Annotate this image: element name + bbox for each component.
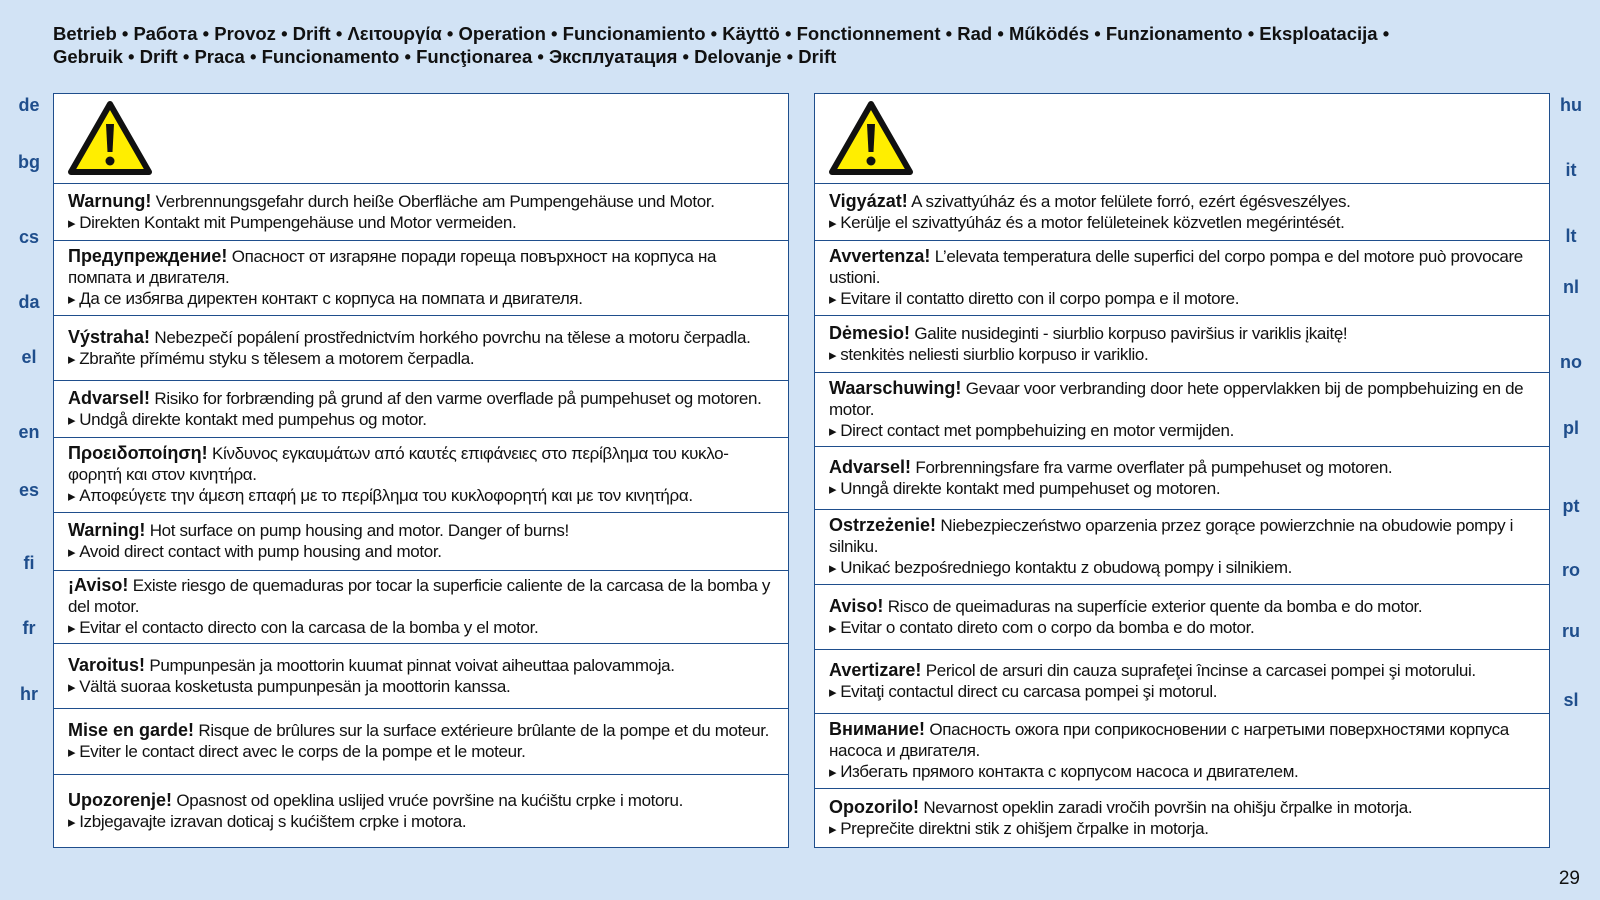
warning-label: Dėmesio! bbox=[829, 322, 911, 343]
page-number: 29 bbox=[1558, 868, 1580, 889]
action-instruction: Direkten Kontakt mit Pumpengehäuse und Motor vermeiden. bbox=[79, 212, 517, 232]
warning-description: Opasnost od opeklina uslijed vruće površine na kućištu crpke i motoru. bbox=[172, 790, 683, 810]
action-line bbox=[829, 420, 1535, 442]
action-line bbox=[829, 557, 1535, 579]
action-line bbox=[68, 409, 774, 431]
warning-description: Niebezpieczeństwo oparzenia przez gorące powierzchnie na obudowie pompy i silniku. bbox=[829, 516, 1514, 556]
language-code-ro: ro bbox=[1562, 560, 1580, 580]
warning-description: Pumpunpesän ja moottorin kuumat pinnat voivat aiheuttaa palovammoja. bbox=[145, 655, 675, 675]
language-code-hr: hr bbox=[20, 684, 38, 704]
warning-row-nl bbox=[815, 373, 1549, 447]
warning-description: Опасност от изгаряне поради гореща повърхност на корпуса на помпата и двигателя. bbox=[68, 247, 717, 287]
warning-description: Hot surface on pump housing and motor. Danger of burns! bbox=[145, 521, 569, 540]
language-code-hu: hu bbox=[1560, 95, 1582, 115]
language-code-pl: pl bbox=[1563, 418, 1579, 438]
warning-text bbox=[68, 443, 774, 485]
warning-text bbox=[829, 457, 1535, 478]
icon-row-left bbox=[54, 94, 788, 184]
warning-label: Внимание! bbox=[829, 719, 925, 739]
warning-row-fi bbox=[54, 644, 788, 709]
action-instruction: Zbraňte přímému styku s tělesem a motorem čerpadla. bbox=[79, 348, 475, 368]
language-code-da: da bbox=[18, 292, 40, 312]
warning-text bbox=[829, 515, 1535, 557]
action-instruction: Kerülje el szivattyúház és a motor felületeinek közvetlen megérintését. bbox=[840, 212, 1345, 232]
warning-row-bg bbox=[54, 241, 788, 316]
language-code-cs: cs bbox=[18, 227, 40, 247]
action-line bbox=[829, 761, 1535, 783]
language-code-en: en bbox=[18, 422, 40, 442]
warning-description: Опасность ожога при соприкосновении с нагретыми поверхностями корпуса насоса и двигателя. bbox=[829, 720, 1509, 760]
action-line bbox=[68, 617, 774, 639]
language-code-no: no bbox=[1560, 352, 1582, 372]
warning-row-en bbox=[54, 513, 788, 571]
language-code-sl: sl bbox=[1563, 690, 1579, 710]
warning-label: Avertizare! bbox=[829, 660, 922, 680]
action-instruction: Evitaţi contactul direct cu carcasa pompei şi motorul. bbox=[840, 682, 1218, 701]
warning-description: Pericol de arsuri din cauza suprafeţei încinse a carcasei pompei şi motorului. bbox=[921, 661, 1476, 680]
warning-description: Forbrenningsfare fra varme overflater på pumpehuset og motoren. bbox=[911, 457, 1393, 477]
action-line bbox=[829, 617, 1535, 639]
action-instruction: Direct contact met pompbehuizing en motor vermijden. bbox=[840, 420, 1234, 440]
action-line bbox=[829, 818, 1535, 840]
warning-text bbox=[829, 246, 1535, 288]
warning-description: L’elevata temperatura delle superfici del corpo pompa e del motore può provocare ustioni. bbox=[829, 247, 1523, 287]
action-line bbox=[829, 344, 1535, 366]
action-instruction: Избегать прямого контакта с корпусом насоса и двигателем. bbox=[840, 762, 1299, 781]
warning-text bbox=[829, 797, 1535, 818]
warning-text bbox=[68, 246, 774, 288]
language-code-de: de bbox=[18, 95, 40, 115]
icon-row-right bbox=[815, 94, 1549, 184]
warning-panel-left bbox=[53, 93, 789, 848]
action-instruction: Evitar o contato direto com o corpo da bomba e do motor. bbox=[840, 617, 1255, 637]
action-instruction: Unikać bezpośredniego kontaktu z obudową pompy i silnikiem. bbox=[840, 558, 1293, 577]
warning-row-pl bbox=[815, 510, 1549, 585]
warning-panel-right bbox=[814, 93, 1550, 848]
warning-label: Предупреждение! bbox=[68, 246, 228, 266]
page-header bbox=[53, 22, 1553, 68]
action-instruction: Evitar el contacto directo con la carcasa de la bomba y el motor. bbox=[79, 618, 539, 637]
action-line bbox=[68, 212, 774, 234]
language-code-el: el bbox=[21, 347, 37, 367]
warning-label: Aviso! bbox=[829, 595, 884, 616]
action-instruction: Αποφεύγετε την άμεση επαφή με το περίβλημα του κυκλοφορητή και με τον κινητήρα. bbox=[79, 486, 693, 505]
action-instruction: Eviter le contact direct avec le corps de la pompe et le moteur. bbox=[79, 742, 526, 761]
action-line bbox=[68, 676, 774, 698]
warning-row-fr bbox=[54, 709, 788, 775]
warning-text bbox=[68, 388, 774, 409]
warning-description: A szivattyúház és a motor felülete forró, ezért égésveszélyes. bbox=[907, 191, 1351, 211]
language-code-bg: bg bbox=[18, 152, 40, 172]
action-instruction: Izbjegavajte izravan doticaj s kućištem crpke i motora. bbox=[79, 811, 467, 831]
language-code-pt: pt bbox=[1562, 496, 1580, 516]
warning-row-el bbox=[54, 438, 788, 513]
warning-label: Advarsel! bbox=[829, 456, 912, 477]
warning-row-de bbox=[54, 184, 788, 241]
warning-row-it bbox=[815, 241, 1549, 316]
action-instruction: Да се избягва директен контакт с корпуса на помпата и двигателя. bbox=[79, 289, 583, 308]
warning-label: Výstraha! bbox=[68, 326, 151, 347]
warning-description: Nevarnost opeklin zaradi vročih površin na ohišju črpalke in motorja. bbox=[918, 797, 1413, 817]
header-line-1: Betrieb • Работа • Provoz • Drift • Λειτουργία • Operation • Funcionamiento • Käyttö • Fonctionnement • Rad • Működés • Funzionamento • Eksploatacija • bbox=[53, 23, 1390, 44]
warning-description: Risque de brûlures sur la surface extérieure brûlante de la pompe et du moteur. bbox=[194, 721, 769, 740]
warning-row-pt bbox=[815, 585, 1549, 650]
language-code-nl: nl bbox=[1563, 277, 1579, 297]
warning-text bbox=[829, 191, 1535, 212]
action-instruction: Undgå direkte kontakt med pumpehus og motor. bbox=[79, 409, 427, 429]
language-code-lt: lt bbox=[1565, 226, 1577, 246]
language-code-ru: ru bbox=[1562, 621, 1580, 641]
action-line bbox=[68, 741, 774, 763]
warning-row-ro bbox=[815, 650, 1549, 714]
warning-text bbox=[68, 575, 774, 617]
warning-label: Waarschuwing! bbox=[829, 377, 962, 398]
warning-description: Existe riesgo de quemaduras por tocar la superficie caliente de la carcasa de la bomba y del motor. bbox=[68, 576, 771, 616]
language-code-fi: fi bbox=[23, 553, 35, 573]
warning-row-ru bbox=[815, 714, 1549, 789]
action-line bbox=[68, 811, 774, 833]
action-instruction: Vältä suoraa kosketusta pumpunpesän ja moottorin kanssa. bbox=[79, 676, 511, 696]
warning-text bbox=[829, 660, 1535, 681]
warning-text bbox=[68, 655, 774, 676]
warning-label: Warning! bbox=[68, 520, 146, 540]
warning-text bbox=[829, 719, 1535, 761]
warning-label: Avvertenza! bbox=[829, 246, 931, 266]
action-line bbox=[829, 212, 1535, 234]
warning-description: Risiko for forbrænding på grund af den varme overflade på pumpehuset og motoren. bbox=[150, 388, 762, 408]
warning-row-es bbox=[54, 571, 788, 644]
warning-row-no bbox=[815, 447, 1549, 510]
language-code-es: es bbox=[18, 480, 40, 500]
warning-label: Varoitus! bbox=[68, 654, 146, 675]
language-code-it: it bbox=[1565, 160, 1577, 180]
warning-triangle-icon bbox=[828, 100, 914, 176]
action-instruction: Evitare il contatto diretto con il corpo pompa e il motore. bbox=[840, 289, 1240, 308]
warning-description: Risco de queimaduras na superfície exterior quente da bomba e do motor. bbox=[883, 596, 1423, 616]
warning-label: Advarsel! bbox=[68, 387, 151, 408]
warning-text bbox=[829, 378, 1535, 420]
warning-text bbox=[68, 327, 774, 348]
warning-label: ¡Aviso! bbox=[68, 575, 129, 595]
warning-description: Κίνδυνος εγκαυμάτων από καυτές επιφάνειες στο περίβλημα του κυκλο-φορητή και στον κινητήρα. bbox=[68, 444, 729, 484]
warning-text bbox=[829, 596, 1535, 617]
warning-text bbox=[68, 520, 774, 541]
action-line bbox=[68, 541, 774, 563]
action-instruction: stenkitės neliesti siurblio korpuso ir variklio. bbox=[840, 344, 1149, 364]
action-line bbox=[829, 288, 1535, 310]
warning-text bbox=[68, 191, 774, 212]
action-instruction: Avoid direct contact with pump housing and motor. bbox=[79, 542, 442, 561]
action-line bbox=[68, 288, 774, 310]
action-line bbox=[829, 681, 1535, 703]
warning-description: Verbrennungsgefahr durch heiße Oberfläche am Pumpengehäuse und Motor. bbox=[151, 191, 715, 211]
action-line bbox=[68, 485, 774, 507]
warning-row-hu bbox=[815, 184, 1549, 241]
warning-row-hr bbox=[54, 775, 788, 847]
warning-text bbox=[68, 720, 774, 741]
warning-label: Warnung! bbox=[68, 190, 152, 211]
action-line bbox=[829, 478, 1535, 500]
warning-text bbox=[829, 323, 1535, 344]
warning-label: Vigyázat! bbox=[829, 190, 908, 211]
warning-row-cs bbox=[54, 316, 788, 381]
header-line-2: Gebruik • Drift • Praca • Funcionamento • Funcţionarea • Эксплуатация • Delovanje • Drift bbox=[53, 46, 837, 67]
warning-row-lt bbox=[815, 316, 1549, 373]
language-code-fr: fr bbox=[22, 618, 36, 638]
warning-row-da bbox=[54, 381, 788, 438]
warning-description: Galite nusideginti - siurblio korpuso paviršius ir variklis įkaitę! bbox=[910, 323, 1348, 343]
warning-description: Gevaar voor verbranding door hete oppervlakken bij de pompbehuizing en de motor. bbox=[829, 378, 1524, 419]
warning-label: Προειδοποίηση! bbox=[68, 443, 208, 463]
warning-label: Mise en garde! bbox=[68, 720, 195, 740]
action-line bbox=[68, 348, 774, 370]
warning-description: Nebezpečí popálení prostřednictvím horkého povrchu na tělese a motoru čerpadla. bbox=[150, 327, 751, 347]
warning-label: Opozorilo! bbox=[829, 796, 919, 817]
action-instruction: Preprečite direktni stik z ohišjem črpalke in motorja. bbox=[840, 818, 1209, 838]
warning-row-sl bbox=[815, 789, 1549, 847]
warning-label: Upozorenje! bbox=[68, 789, 173, 810]
warning-triangle-icon bbox=[67, 100, 153, 176]
warning-text bbox=[68, 790, 774, 811]
action-instruction: Unngå direkte kontakt med pumpehuset og motoren. bbox=[840, 478, 1221, 498]
warning-label: Ostrzeżenie! bbox=[829, 515, 937, 535]
